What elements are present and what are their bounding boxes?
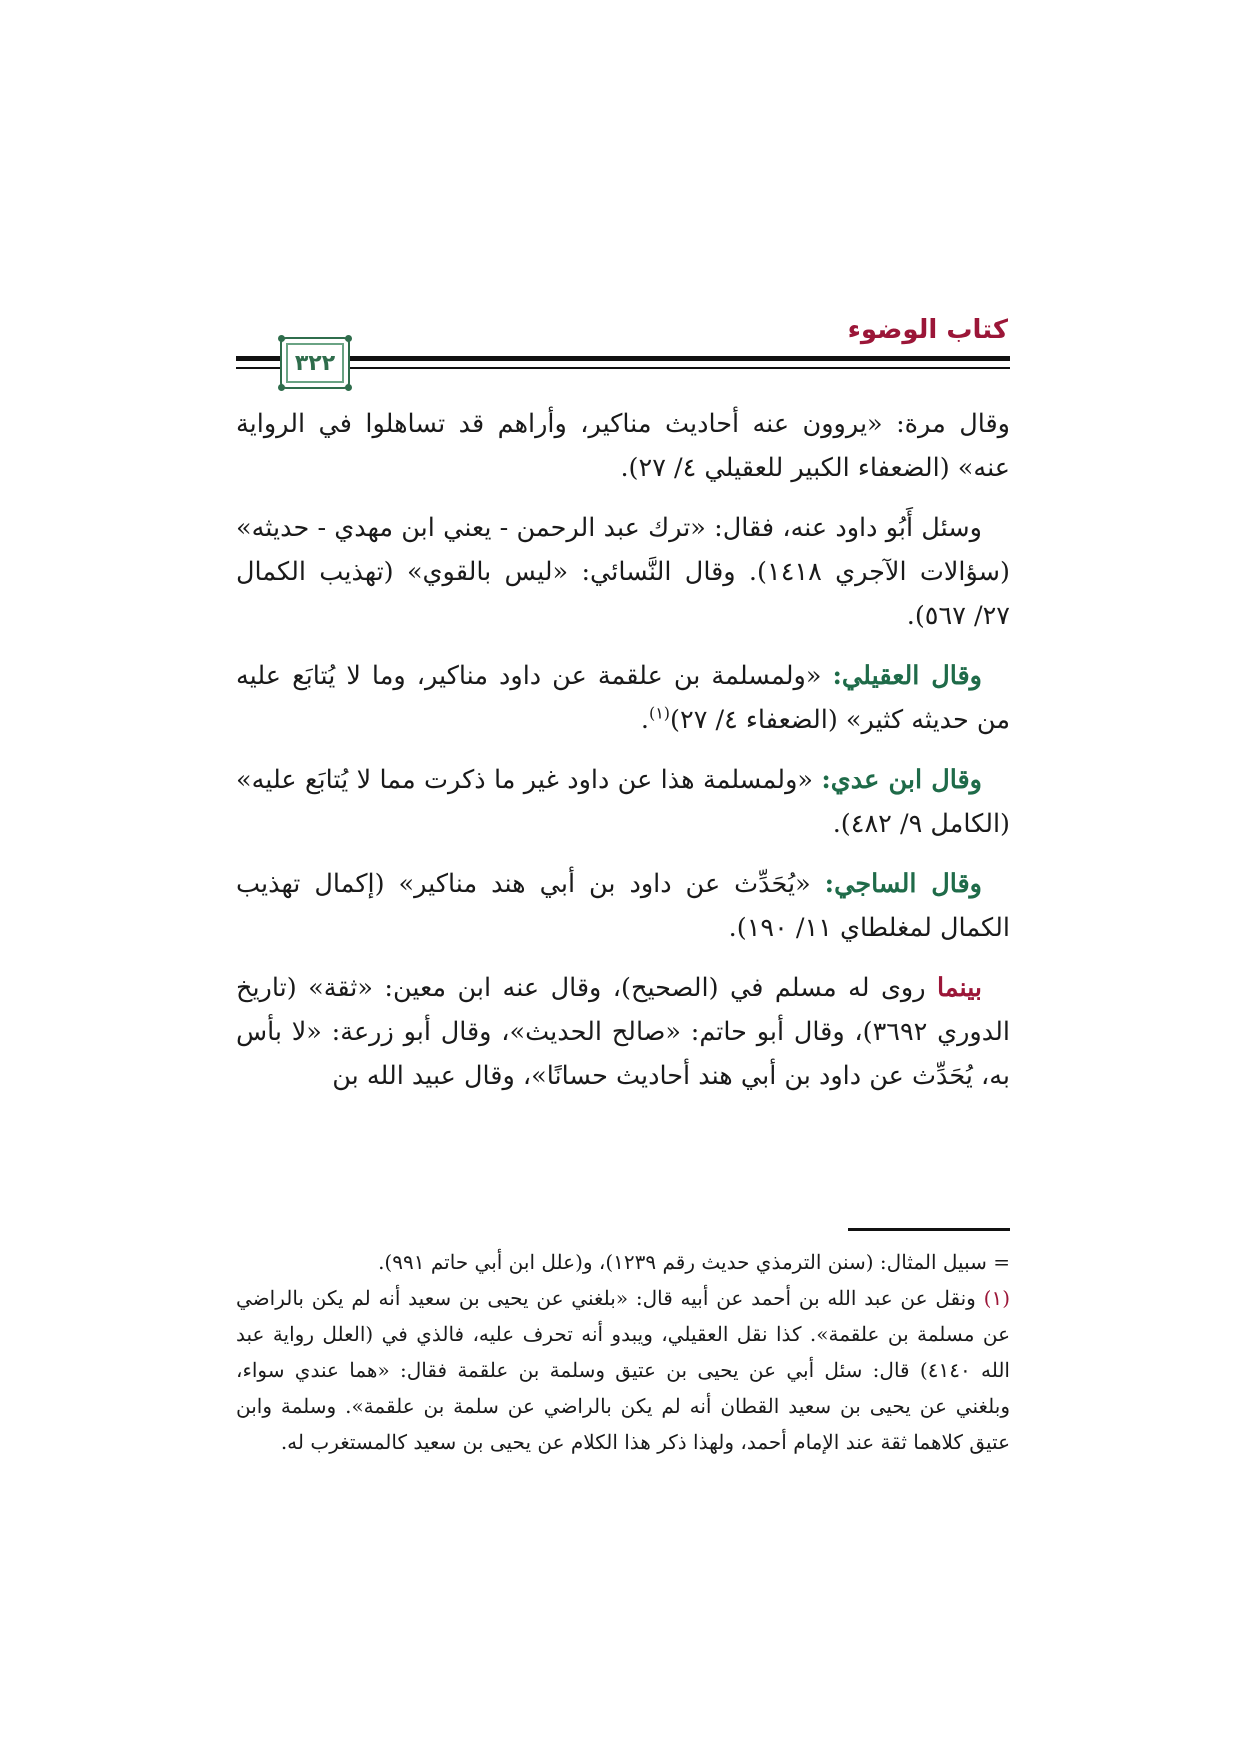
page-header <box>236 315 1010 385</box>
footnote-number: (١) <box>983 1286 1011 1310</box>
page-number-ornament <box>280 337 350 389</box>
paragraph-text: روى له مسلم في (الصحيح)، وقال عنه ابن معين: «ثقة» (تاريخ الدوري ٣٦٩٢)، وقال أبو حاتم: «صالح الحديث»، وقال أبو زرعة: «لا بأس به، يُحَدِّث عن داود بن أبي هند أحاديث حسانًا»، وقال عبيد الله بن <box>236 973 1010 1091</box>
paragraph <box>236 506 1010 638</box>
page-number: ٣٢٢ <box>294 350 336 376</box>
footnotes <box>236 1244 1010 1460</box>
paragraph-text: «ولمسلمة هذا عن داود غير ما ذكرت مما لا يُتابَع عليه» (الكامل ٩/ ٤٨٢). <box>236 765 1010 839</box>
main-text <box>236 402 1010 1114</box>
header-rule-thick <box>236 356 1010 361</box>
paragraph <box>236 402 1010 490</box>
footnote-ref[interactable]: (١) <box>648 703 671 723</box>
speaker-lead: وقال العقيلي: <box>832 661 982 691</box>
paragraph-text: وقال مرة: «يروون عنه أحاديث مناكير، وأراهم قد تساهلوا في الرواية عنه» (الضعفاء الكبير للعقيلي ٤/ ٢٧). <box>236 409 1010 483</box>
ornament-corner <box>278 335 285 342</box>
footnote-separator <box>848 1228 1010 1231</box>
speaker-lead: وقال الساجي: <box>824 869 982 899</box>
paragraph-end: . <box>640 705 649 735</box>
book-title: كتاب الوضوء <box>847 315 1008 345</box>
ornament-corner <box>345 335 352 342</box>
speaker-lead: وقال ابن عدي: <box>821 765 982 795</box>
paragraph-text: وسئل أَبُو داود عنه، فقال: «ترك عبد الرحمن - يعني ابن مهدي - حديثه» (سؤالات الآجري ١٤١٨). وقال النَّسائي: «ليس بالقوي» (تهذيب الكمال ٢٧/ ٥٦٧). <box>236 513 1010 631</box>
footnote-1 <box>236 1280 1010 1460</box>
header-rule-thin <box>236 367 1010 369</box>
footnote-continuation: = سبيل المثال: (سنن الترمذي حديث رقم ١٢٣٩)، و(علل ابن أبي حاتم ٩٩١). <box>378 1250 1010 1274</box>
contrast-lead: بينما <box>936 973 982 1003</box>
paragraph <box>236 862 1010 950</box>
paragraph <box>236 758 1010 846</box>
paragraph-text: «يُحَدِّث عن داود بن أبي هند مناكير» (إكمال تهذيب الكمال لمغلطاي ١١/ ١٩٠). <box>236 869 1010 943</box>
paragraph <box>236 654 1010 742</box>
ornament-corner <box>345 384 352 391</box>
ornament-corner <box>278 384 285 391</box>
paragraph-text: «ولمسلمة بن علقمة عن داود مناكير، وما لا يُتابَع عليه من حديثه كثير» (الضعفاء ٤/ ٢٧) <box>236 661 1010 735</box>
footnote-text: ونقل عن عبد الله بن أحمد عن أبيه قال: «بلغني عن يحيى بن سعيد أنه لم يكن بالراضي عن مسلمة بن علقمة». كذا نقل العقيلي، ويبدو أنه تحرف عليه، فالذي في (العلل رواية عبد الله ٤١٤٠) قال: سئل أبي عن يحيى بن عتيق وسلمة بن علقمة فقال: «هما عندي سواء، وبلغني عن يحيى بن سعيد القطان أنه لم يكن بالراضي عن سلمة بن علقمة». وسلمة وابن عتيق كلاهما ثقة عند الإمام أحمد، ولهذا ذكر هذا الكلام عن يحيى بن سعيد كالمستغرب له. <box>236 1286 1011 1454</box>
paragraph <box>236 966 1010 1098</box>
